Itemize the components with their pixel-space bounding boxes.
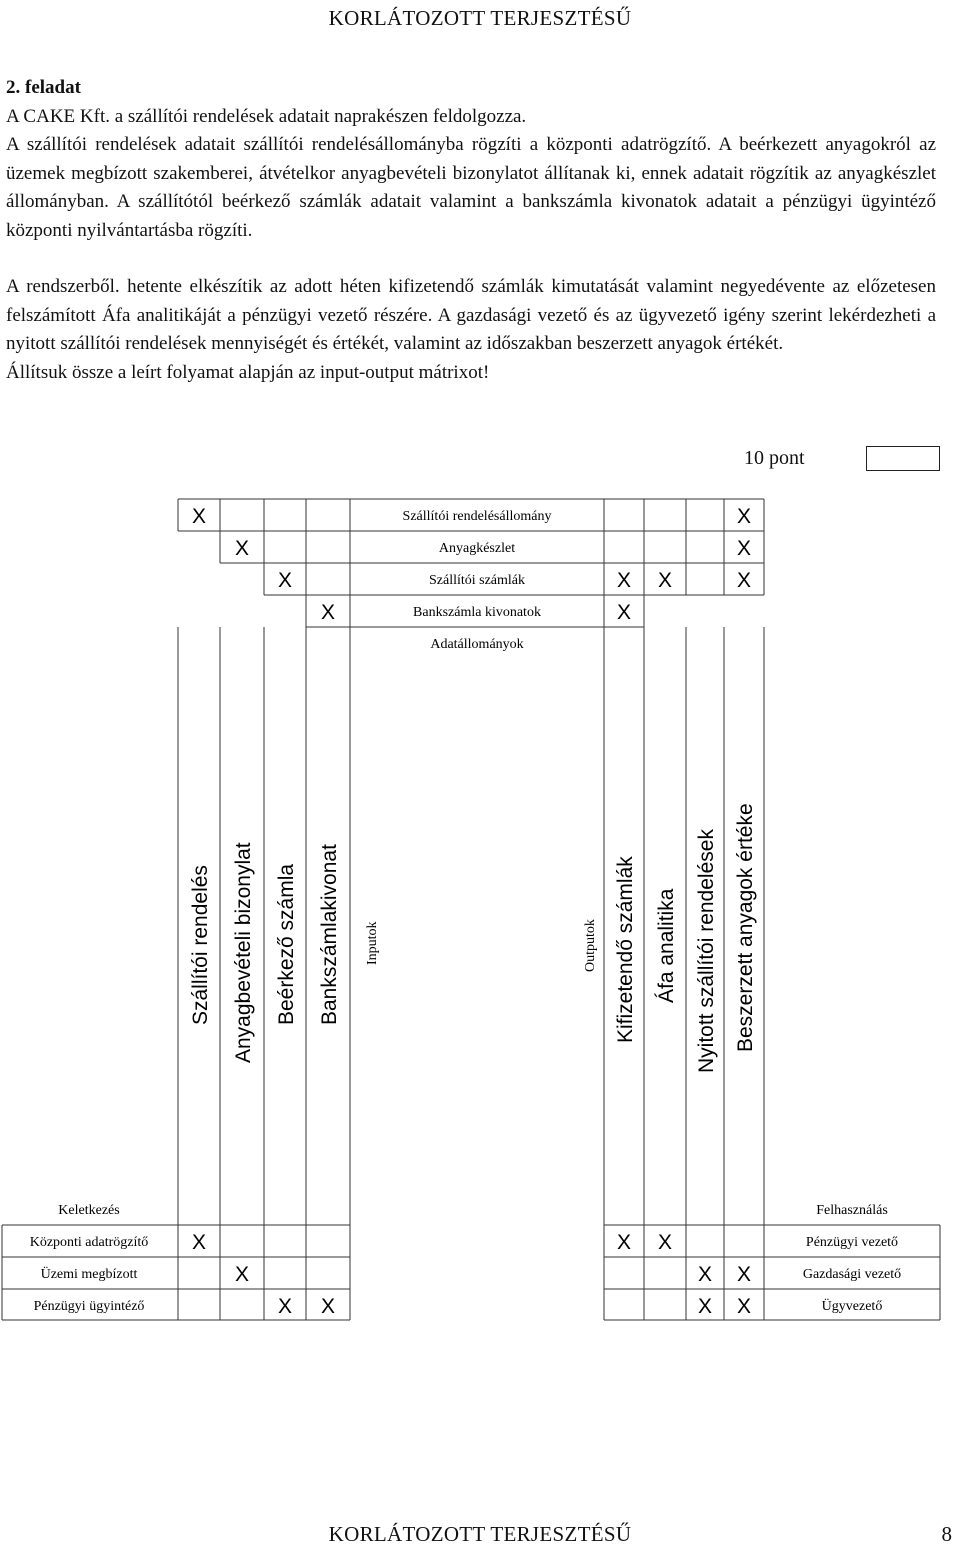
usage-x-mark: X <box>736 1263 752 1286</box>
task-instruction: Állítsuk össze a leírt folyamat alapján az input-output mátrixot! <box>6 361 490 383</box>
origin-x-mark: X <box>277 1295 293 1318</box>
input-x-mark: X <box>191 505 207 528</box>
data-file-label: Szállítói számlák <box>428 573 526 588</box>
origin-label: Pénzügyi ügyintéző <box>33 1299 145 1314</box>
origin-x-mark: X <box>234 1263 250 1286</box>
output-x-mark: X <box>657 569 673 592</box>
data-file-label: Szállítói rendelésállomány <box>402 509 552 524</box>
origin-label: Üzemi megbízott <box>40 1267 138 1282</box>
usage-label: Ügyvezető <box>821 1299 883 1314</box>
usage-x-mark: X <box>697 1263 713 1286</box>
points-label: 10 pont <box>744 447 805 469</box>
input-label: Beérkező számla <box>275 863 298 1025</box>
origin-x-mark: X <box>320 1295 336 1318</box>
usage-label: Pénzügyi vezető <box>805 1235 899 1250</box>
input-x-mark: X <box>277 569 293 592</box>
usage-label: Gazdasági vezető <box>802 1267 902 1282</box>
inputs-title: Inputok <box>365 921 380 965</box>
data-file-label: Bankszámla kivonatok <box>413 605 541 620</box>
input-label: Anyagbevételi bizonylat <box>232 842 255 1063</box>
output-label: Nyitott szállítói rendelések <box>695 829 718 1073</box>
outputs-title: Outputok <box>583 919 598 972</box>
input-x-mark: X <box>234 537 250 560</box>
output-x-mark: X <box>736 537 752 560</box>
input-x-mark: X <box>320 601 336 624</box>
input-label: Bankszámlakivonat <box>318 844 341 1025</box>
usage-x-mark: X <box>736 1295 752 1318</box>
origin-x-mark: X <box>191 1231 207 1254</box>
restricted-header: KORLÁTOZOTT TERJESZTÉSŰ <box>328 6 632 30</box>
origin-title: Keletkezés <box>58 1203 120 1218</box>
task-heading: 2. feladat <box>6 77 81 98</box>
task-intro: A CAKE Kft. a szállítói rendelések adatait naprakészen feldolgozza. <box>6 105 527 127</box>
usage-x-mark: X <box>657 1231 673 1254</box>
restricted-footer: KORLÁTOZOTT TERJESZTÉSŰ <box>328 1522 632 1546</box>
output-label: Kifizetendő számlák <box>614 856 637 1043</box>
usage-title: Felhasználás <box>816 1203 888 1218</box>
data-files-title: Adatállományok <box>430 637 524 652</box>
input-label: Szállítói rendelés <box>189 865 212 1025</box>
data-file-label: Anyagkészlet <box>438 541 516 556</box>
output-x-mark: X <box>736 505 752 528</box>
output-label: Áfa analitika <box>655 888 678 1003</box>
usage-x-mark: X <box>697 1295 713 1318</box>
output-x-mark: X <box>616 569 632 592</box>
task-paragraph-input: A szállítói rendelések adatait szállítói rendelésállományba rögzíti a központi adatrögzítő. A beérkezett anyagokról az üzemek megbízott szakemberei, átvételkor anyagbevételi bizonylatot állítanak ki, ennek adatait rögzítik az anyagkészlet állományban. A szállítótól beérkező számlák adatait valamint a bankszámla kivonatok adatait a pénzügyi ügyintéző központi nyilvántartásba rögzíti. <box>6 134 936 241</box>
output-x-mark: X <box>616 601 632 624</box>
output-label: Beszerzett anyagok értéke <box>734 803 757 1052</box>
page-number: 8 <box>941 1522 952 1546</box>
usage-x-mark: X <box>616 1231 632 1254</box>
origin-label: Központi adatrögzítő <box>29 1235 149 1250</box>
task-paragraph-output: A rendszerből. hetente elkészítik az adott héten kifizetendő számlák kimutatását valamint negyedévente az előzetesen felszámított Áfa analitikáját a pénzügyi vezető részére. A gazdasági vezető és az ügyvezető igény szerint lekérdezheti a nyitott szállítói rendelések mennyiségét és értékét, valamint az időszakban beszerzett anyagok értékét. <box>6 276 936 354</box>
output-x-mark: X <box>736 569 752 592</box>
